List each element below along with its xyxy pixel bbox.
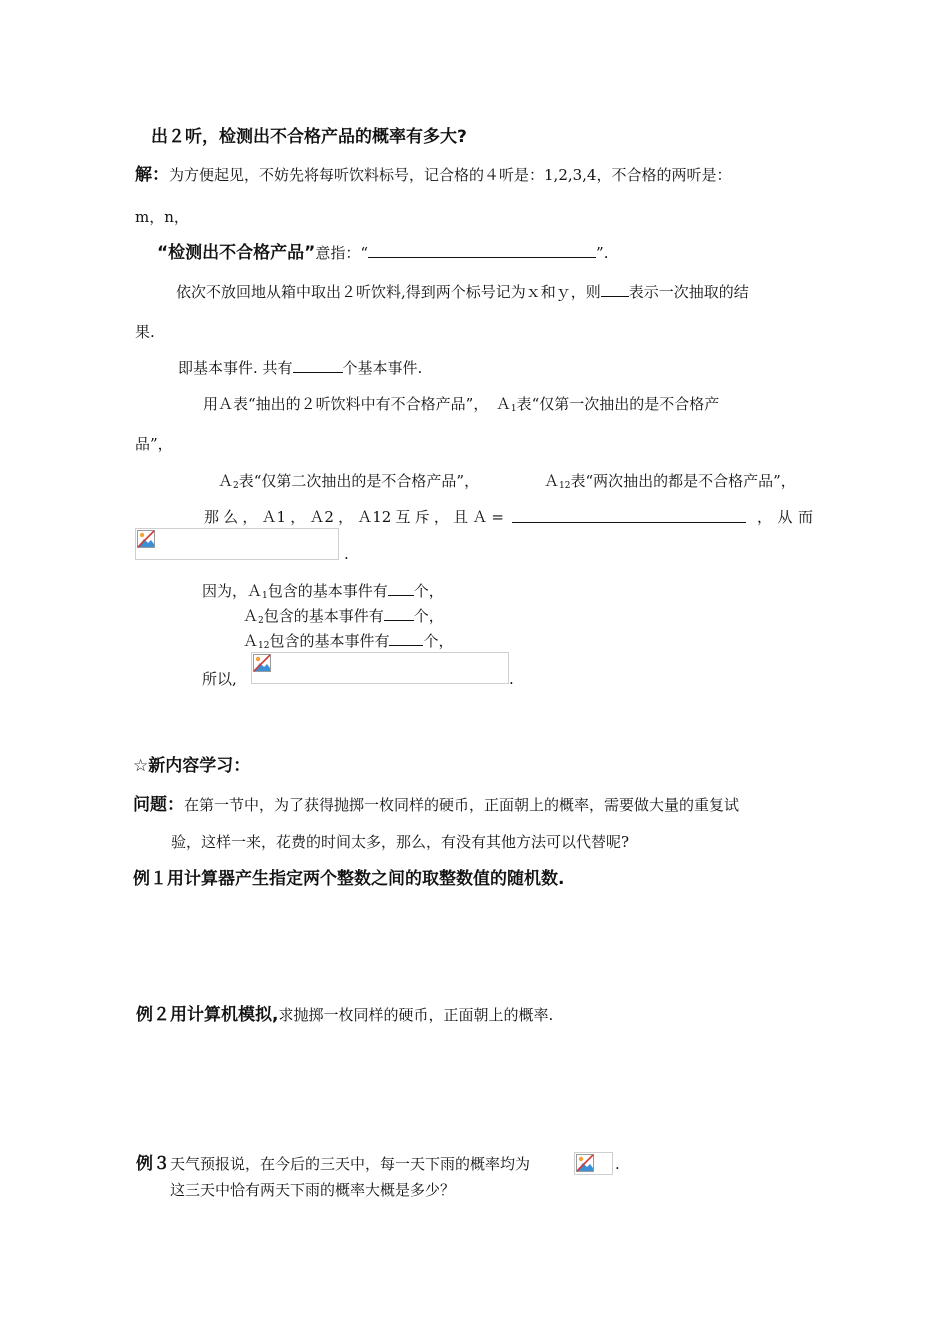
mutex-end-1: 从 — [777, 508, 793, 526]
mutex-word-10: ， — [433, 508, 449, 526]
mutex-word-1: 么 — [223, 508, 239, 526]
example-3-period: . — [615, 1155, 620, 1173]
event-a2-letter: Ａ — [218, 472, 234, 490]
draw-text-a: 依次不放回地从箱中取出２听饮料,得到两个标号记为ｘ和ｙ，则 — [176, 283, 601, 301]
mutex-word-8: 互 — [395, 508, 411, 526]
event-a2-line — [218, 471, 479, 496]
draw-line-2: 果. — [135, 323, 155, 341]
probability-image — [574, 1152, 613, 1175]
mutex-end-0: ， — [757, 508, 773, 526]
formula-2-period: . — [509, 670, 514, 688]
count-a12-blank[interactable] — [389, 630, 423, 646]
event-a1-text: 表“仅第一次抽出的是不合格产 — [516, 395, 720, 413]
event-a12-letter: Ａ — [544, 472, 560, 490]
count-a12-text: 包含的基本事件有 — [269, 632, 390, 650]
mutex-word-2: ， — [242, 508, 258, 526]
event-a-text: 用Ａ表“抽出的２听饮料中有不合格产品”， Ａ — [203, 395, 511, 413]
event-a12-sub: 12 — [559, 481, 571, 491]
event-a-line — [203, 394, 719, 419]
example-1: 例１用计算器产生指定两个整数之间的取整数值的随机数. — [133, 869, 565, 889]
question-line-2: 验，这样一来，花费的时间太多，那么，有没有其他方法可以代替呢? — [171, 833, 630, 851]
question-heading: 出２听，检测出不合格产品的概率有多大? — [151, 127, 467, 147]
question-label: 问题： — [133, 795, 184, 815]
count-a12-end: 个， — [423, 632, 454, 650]
solution-line-1 — [135, 165, 731, 185]
example-3-label: 例３ — [136, 1154, 170, 1174]
definition-line — [157, 242, 608, 263]
count-a1-text: 包含的基本事件有 — [267, 582, 388, 600]
mutex-word-6: ， — [338, 508, 354, 526]
count-a1-blank[interactable] — [388, 580, 414, 596]
mutex-end — [757, 507, 813, 527]
solution-label: 解： — [135, 165, 169, 185]
mutex-end-2: 而 — [797, 508, 813, 526]
example-2 — [136, 1005, 553, 1025]
count-a2-sub: 2 — [258, 616, 264, 626]
definition-blank[interactable] — [368, 242, 596, 258]
basic-text-a: 即基本事件. 共有 — [178, 359, 293, 377]
basic-text-b: 个基本事件. — [342, 359, 423, 377]
count-a2-line — [243, 605, 444, 631]
event-a2-sub: 2 — [233, 481, 239, 491]
count-a1-end: 个， — [413, 582, 444, 600]
count-a1-line — [202, 580, 444, 606]
formula-image-2 — [251, 652, 509, 684]
mutex-word-5: Ａ2 — [309, 508, 334, 526]
mutex-word-0: 那 — [204, 508, 220, 526]
count-a12-letter: Ａ — [243, 632, 259, 650]
draw-text-b: 表示一次抽取的结 — [628, 283, 749, 301]
solution-line-2: m，n， — [135, 208, 189, 226]
example-3-line-1 — [136, 1154, 530, 1174]
basic-count-blank[interactable] — [293, 357, 343, 373]
count-a1-prefix: 因为，Ａ — [202, 582, 263, 600]
mutex-line — [204, 507, 504, 527]
mutex-word-13: = — [491, 508, 504, 526]
count-a2-text: 包含的基本事件有 — [263, 607, 384, 625]
example-3-line-2: 这三天中恰有两天下雨的概率大概是多少？ — [170, 1181, 456, 1199]
event-a1-sub: 1 — [510, 404, 517, 414]
new-content-heading: ☆新内容学习： — [133, 756, 251, 776]
broken-image-icon — [576, 1154, 594, 1172]
mutex-word-11: 且 — [453, 508, 469, 526]
mutex-word-12: Ａ — [472, 508, 488, 526]
event-a-line-2: 品”， — [135, 435, 173, 453]
event-a12-text: 表“两次抽出的都是不合格产品”， — [570, 472, 796, 490]
example-3-text: 天气预报说，在今后的三天中，每一天下雨的概率均为 — [170, 1155, 531, 1173]
question-line-1 — [133, 795, 739, 815]
example-2-label: 例２用计算机模拟, — [136, 1005, 279, 1025]
count-a2-letter: Ａ — [243, 607, 259, 625]
definition-mid: 意指：“ — [315, 244, 369, 262]
definition-end: ”. — [596, 244, 609, 262]
event-a12-line — [544, 471, 796, 496]
mutex-word-3: Ａ1 — [261, 508, 287, 526]
basic-events-line — [178, 357, 422, 378]
broken-image-icon — [137, 530, 155, 548]
so-label: 所以, — [202, 670, 237, 688]
pair-blank[interactable] — [601, 281, 629, 297]
count-a2-end: 个， — [413, 607, 444, 625]
mutex-word-7: Ａ12 — [357, 508, 392, 526]
count-a12-sub: 12 — [258, 641, 270, 651]
event-a2-text: 表“仅第二次抽出的是不合格产品”， — [238, 472, 480, 490]
broken-image-icon — [253, 654, 271, 672]
count-a1-sub: 1 — [262, 591, 268, 601]
draw-line-1 — [176, 281, 749, 302]
formula-image-1 — [135, 528, 339, 560]
example-2-text: 求抛掷一枚同样的硬币，正面朝上的概率. — [278, 1006, 554, 1024]
union-blank[interactable] — [512, 507, 746, 523]
mutex-word-4: ， — [290, 508, 306, 526]
definition-label: “检测出不合格产品” — [157, 243, 316, 263]
mutex-word-9: 斥 — [414, 508, 430, 526]
solution-text: 为方便起见，不妨先将每听饮料标号，记合格的４听是：1,2,3,4，不合格的两听是： — [169, 166, 732, 184]
formula-1-period: . — [344, 545, 349, 563]
count-a2-blank[interactable] — [384, 605, 414, 621]
question-text-1: 在第一节中，为了获得抛掷一枚同样的硬币，正面朝上的概率，需要做大量的重复试 — [184, 796, 740, 814]
